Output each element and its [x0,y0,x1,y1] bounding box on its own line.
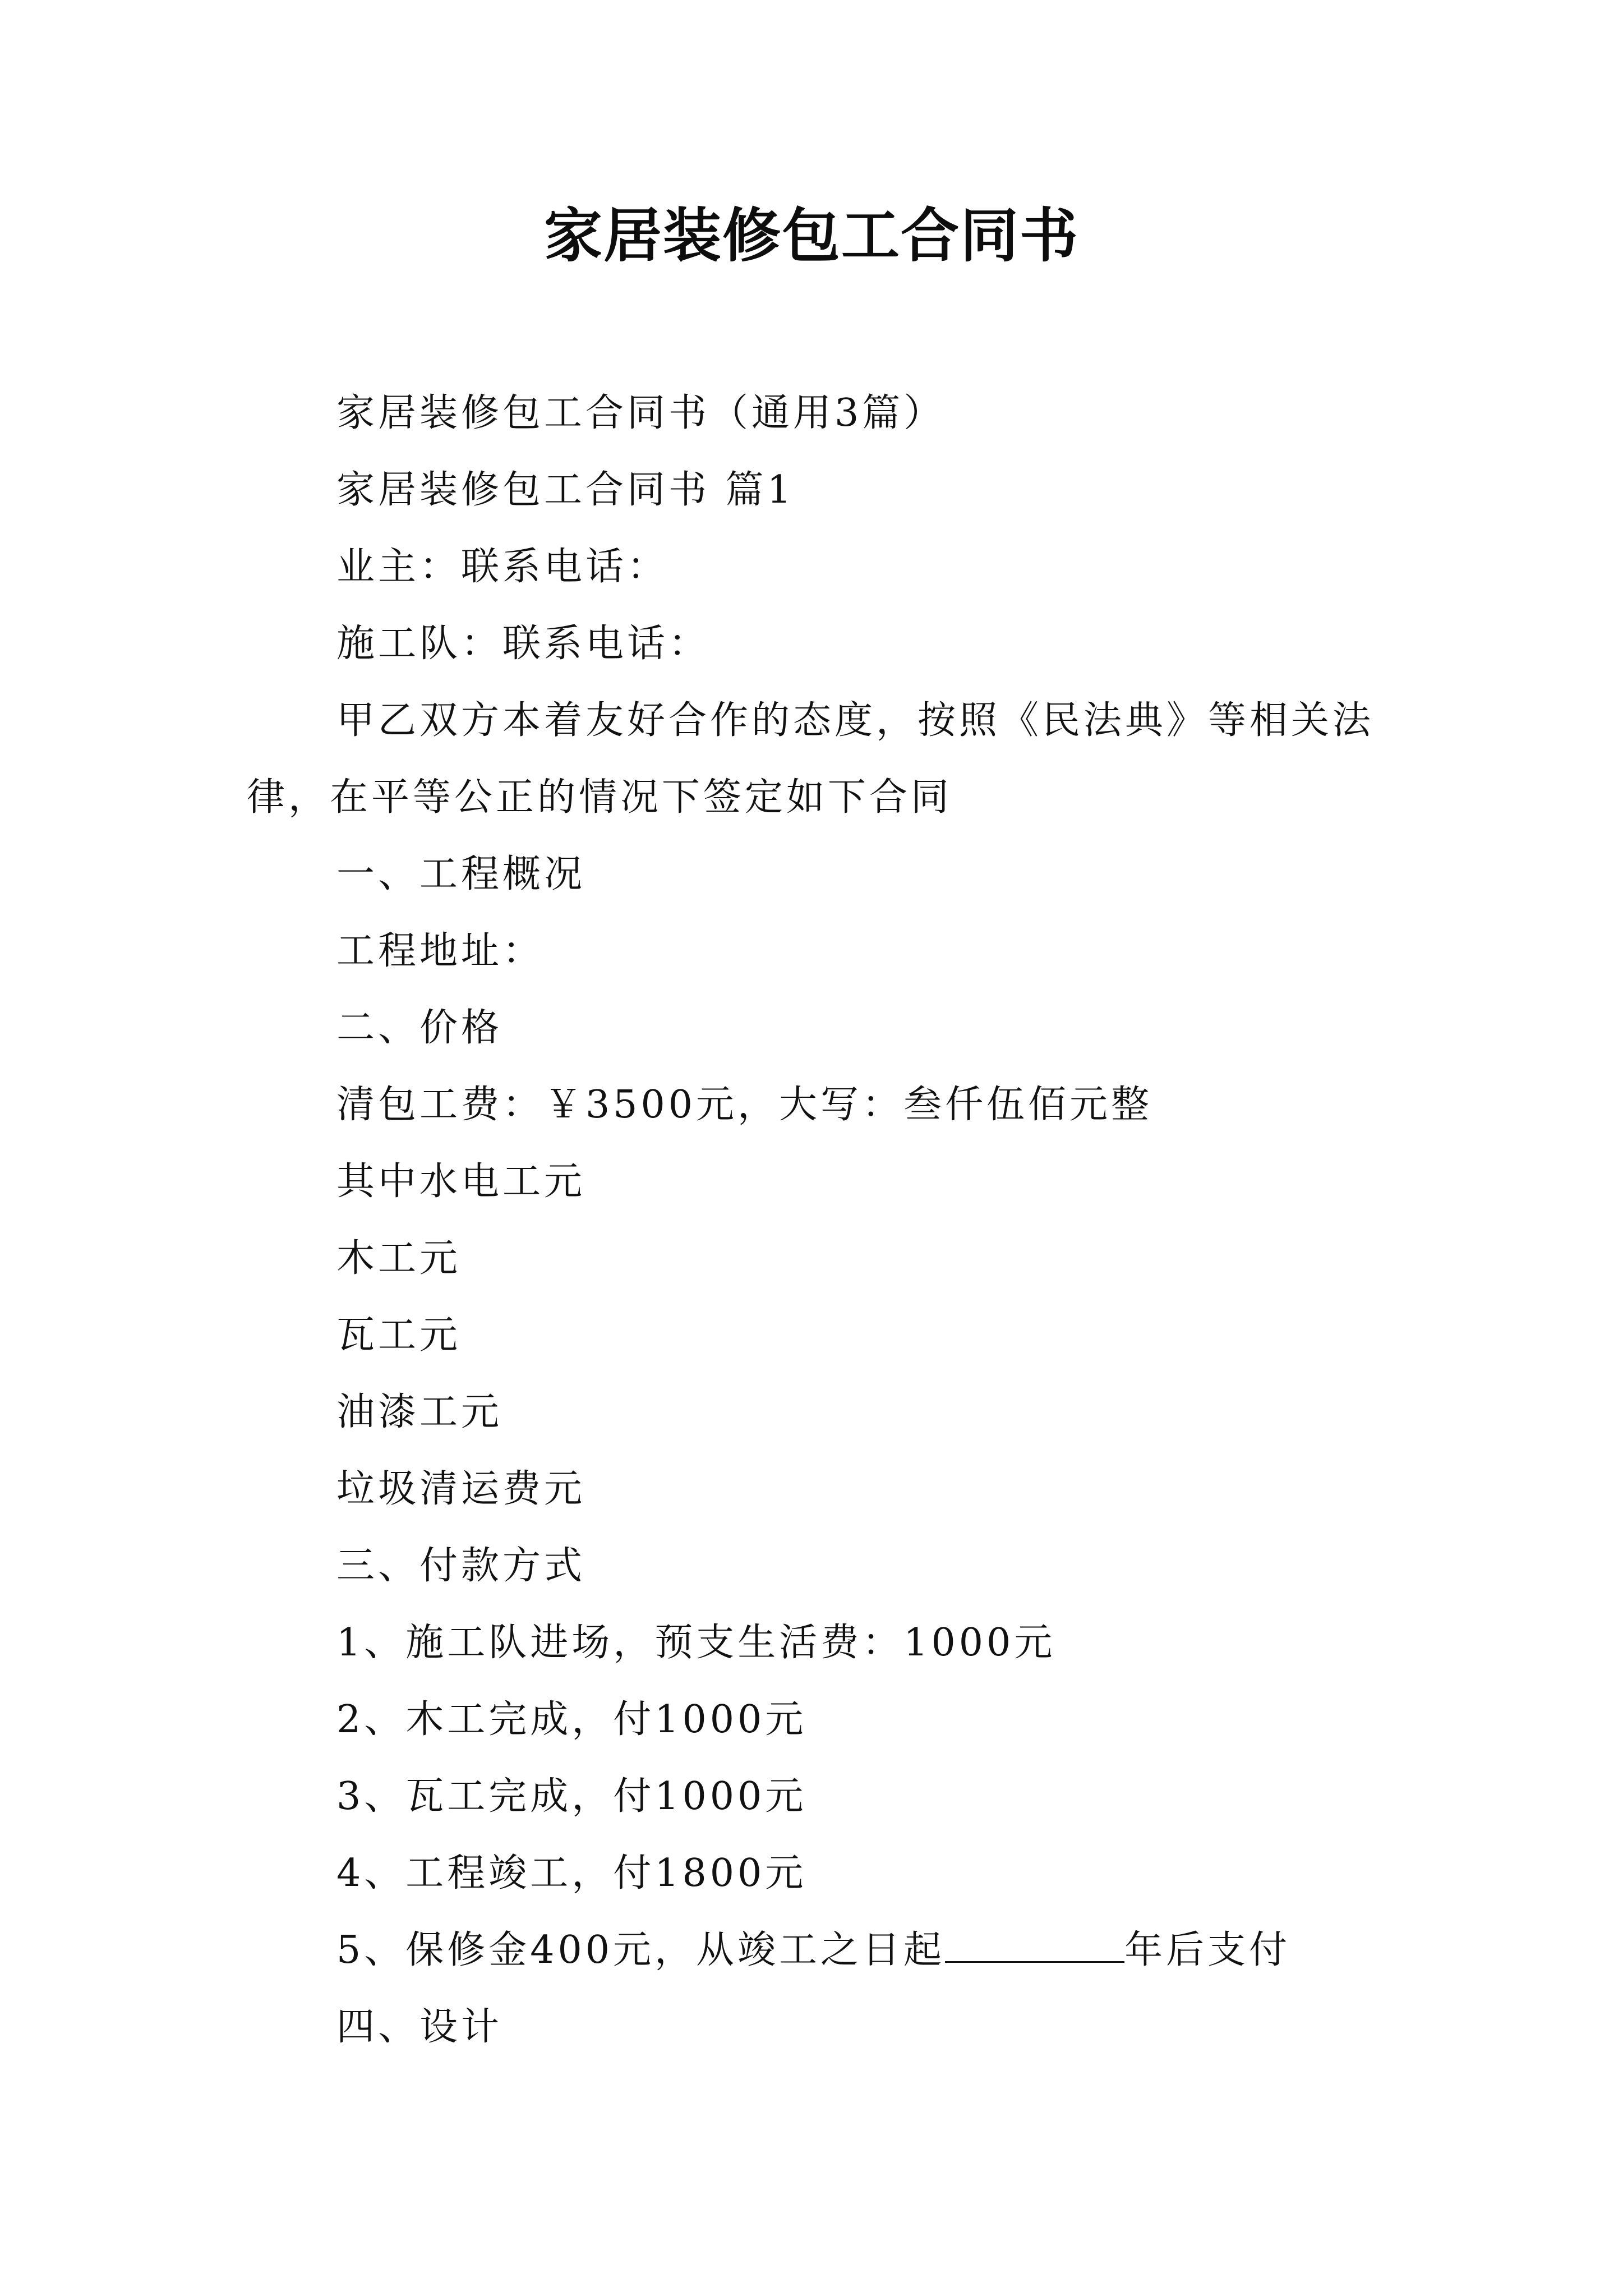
payment-item-4: 4、工程竣工，付1800元 [336,1851,807,1895]
payment-item-5 [247,1912,1391,1989]
paragraph-intro: 甲乙双方本着友好合作的态度，按照《民法典》等相关法律，在平等公正的情况下签定如下合同 [247,698,1375,820]
paragraph-tiling: 瓦工元 [336,1313,462,1358]
paragraph-address: 工程地址： [336,929,545,973]
section-heading-overview: 一、工程概况 [336,852,586,896]
payment-item-2: 2、木工完成，付1000元 [336,1697,807,1742]
section-heading-payment: 三、付款方式 [336,1544,586,1588]
paragraph-labor-fee: 清包工费：￥3500元，大写：叁仟伍佰元整 [336,1083,1153,1127]
paragraph-carpentry: 木工元 [336,1236,462,1281]
paragraph-team-contact: 施工队：联系电话： [336,622,711,666]
paragraph-painting: 油漆工元 [336,1390,503,1434]
paragraph-plumbing-electrical: 其中水电工元 [336,1159,586,1204]
warranty-text-before: 5、保修金400元，从竣工之日起 [336,1928,946,1972]
section-heading-design: 四、设计 [336,2005,503,2049]
warranty-years-blank [945,1930,1124,1963]
document-title: 家居装修包工合同书 [543,201,1079,270]
document-body [247,375,1391,2065]
paragraph-owner-contact: 业主：联系电话： [336,545,669,589]
section-heading-price: 二、价格 [336,1006,503,1050]
paragraph-waste-removal: 垃圾清运费元 [336,1467,586,1511]
paragraph-subtitle: 家居装修包工合同书（通用3篇） [336,391,946,435]
payment-item-3: 3、瓦工完成，付1000元 [336,1774,807,1819]
paragraph-chapter-heading: 家居装修包工合同书 篇1 [336,468,795,512]
warranty-text-after: 年后支付 [1124,1928,1291,1972]
payment-item-1: 1、施工队进场，预支生活费：1000元 [336,1621,1056,1665]
